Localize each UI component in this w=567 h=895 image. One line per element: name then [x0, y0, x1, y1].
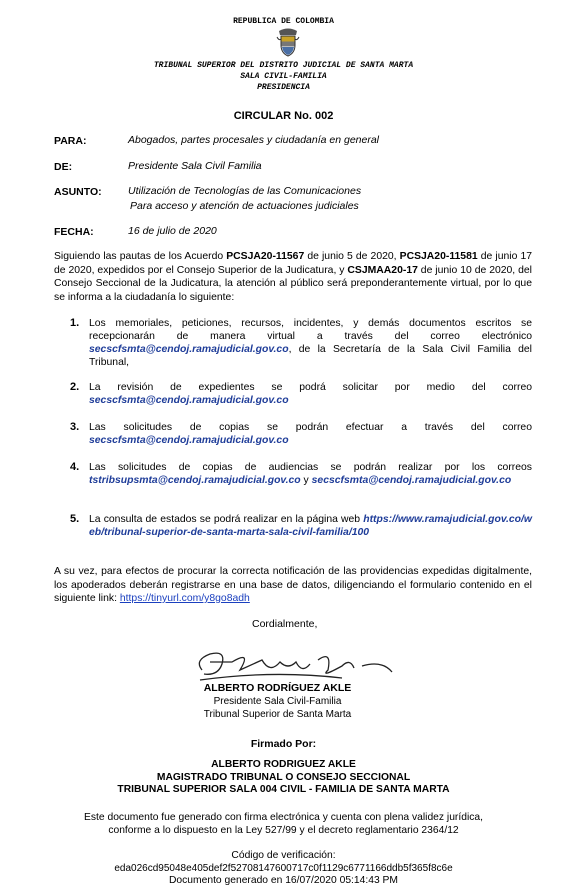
validity-note	[0, 812, 567, 837]
generated-timestamp: Documento generado en 16/07/2020 05:14:43 PM	[169, 875, 398, 886]
fecha-label: FECHA:	[54, 226, 94, 238]
intro-paragraph	[54, 250, 532, 304]
item-text	[89, 461, 532, 487]
asunto-label: ASUNTO:	[54, 186, 102, 198]
closing-text: A su vez, para efectos de procurar la correcta notificación de las providencias expedidas digitalmente, los apoderados deberán registrarse en una base de datos, diligenciando el formulario contenido en el siguiente link:	[54, 566, 532, 604]
firmado-block	[0, 759, 567, 797]
para-label: PARA:	[54, 135, 87, 147]
item-text-a: La consulta de estados se podrá realizar en la página web	[89, 514, 364, 525]
item-text	[89, 421, 532, 447]
validity-line-1: Este documento fue generado con firma electrónica y cuenta con plena validez jurídica,	[84, 812, 483, 823]
header-block	[0, 60, 567, 93]
email-link[interactable]: secscfsmta@cendoj.ramajudicial.gov.co	[89, 395, 289, 406]
firmado-label: Firmado Por:	[250, 738, 317, 750]
firmado-line-2: TRIBUNAL SUPERIOR SALA 004 CIVIL - FAMILIA DE SANTA MARTA	[117, 784, 450, 795]
email-link[interactable]: secscfsmta@cendoj.ramajudicial.gov.co	[89, 344, 289, 355]
asunto-value	[128, 184, 361, 214]
signer-court: Tribunal Superior de Santa Marta	[203, 709, 352, 720]
asunto-line-2: Para acceso y atención de actuaciones judiciales	[130, 200, 359, 212]
item-number: 3.	[70, 421, 80, 433]
fecha-value: 16 de julio de 2020	[128, 225, 217, 237]
de-value: Presidente Sala Civil Familia	[128, 160, 262, 172]
verification-block	[0, 850, 567, 888]
asunto-line-1: Utilización de Tecnologías de las Comunicaciones	[128, 185, 362, 197]
item-text-a: La revisión de expedientes se podrá solicitar por medio del correo	[89, 382, 532, 393]
email-link[interactable]: secscfsmta@cendoj.ramajudicial.gov.co	[89, 435, 289, 446]
signer-name: ALBERTO RODRÍGUEZ AKLE	[203, 682, 352, 694]
closing-paragraph	[54, 565, 532, 606]
validity-line-2: conforme a lo dispuesto en la Ley 527/99 y el decreto reglamentario 2364/12	[108, 824, 459, 836]
cordialmente: Cordialmente,	[252, 618, 318, 630]
intro-text-4: de junio 10 de 2020, del Consejo Seccional de la Judicatura, la atención al público será preponderantemente virtual, por lo que se informa a la ciudadanía lo siguiente:	[54, 264, 532, 303]
item-text-a: Las solicitudes de copias de audiencias se podrán realizar por los correos	[89, 462, 532, 473]
intro-text-2: de junio 5 de 2020,	[304, 251, 400, 262]
circular-title: CIRCULAR No. 002	[233, 110, 334, 122]
firmado-name: ALBERTO RODRIGUEZ AKLE	[211, 759, 356, 770]
item-number: 1.	[70, 317, 80, 329]
header-republic: REPUBLICA DE COLOMBIA	[233, 17, 334, 26]
verification-code: eda026cd95048e405def2f52708147600717c0f1129c6771166ddb5f365f8c6e	[114, 862, 453, 874]
header-sala: SALA CIVIL-FAMILIA	[240, 72, 327, 81]
item-text-a: Las solicitudes de copias se podrán efectuar a través del correo	[89, 422, 532, 433]
item-number: 2.	[70, 381, 80, 393]
acuerdo-3: CSJMAA20-17	[347, 264, 418, 276]
intro-text-3: de junio 17 de 2020, expedidos por el Consejo Superior de la Judicatura, y	[54, 251, 533, 276]
email-link[interactable]: tstribsupsmta@cendoj.ramajudicial.gov.co	[89, 475, 301, 486]
coat-of-arms-icon	[276, 27, 300, 57]
item-text	[89, 513, 532, 539]
item-connector: y	[300, 475, 312, 486]
intro-text-1: Siguiendo las pautas de los Acuerdo	[54, 251, 227, 262]
de-label: DE:	[54, 161, 73, 173]
item-number: 5.	[70, 513, 80, 525]
verification-label: Código de verificación:	[231, 850, 336, 861]
acuerdo-2: PCSJA20-11581	[399, 251, 478, 262]
signer-role: Presidente Sala Civil-Familia	[213, 696, 342, 707]
item-text	[89, 381, 532, 407]
header-presidencia: PRESIDENCIA	[257, 83, 310, 92]
item-text-b: , de la Secretaría de la Sala Civil Familia del Tribunal,	[89, 344, 532, 368]
firmado-line-1: MAGISTRADO TRIBUNAL O CONSEJO SECCIONAL	[156, 771, 411, 783]
header-tribunal: TRIBUNAL SUPERIOR DEL DISTRITO JUDICIAL DE SANTA MARTA	[153, 61, 414, 70]
item-text	[89, 317, 532, 369]
item-text-a: Los memoriales, peticiones, recursos, incidentes, y demás documentos escritos se recepcionarán de manera virtual a través del correo electrónico	[89, 318, 532, 342]
web-link[interactable]: https://www.ramajudicial.gov.co/web/tribunal-superior-de-santa-marta-sala-civil-familia/100	[89, 514, 532, 538]
para-value: Abogados, partes procesales y ciudadanía en general	[128, 134, 380, 146]
email-link-2[interactable]: secscfsmta@cendoj.ramajudicial.gov.co	[311, 475, 512, 486]
form-link[interactable]: https://tinyurl.com/y8go8adh	[119, 593, 250, 604]
item-number: 4.	[70, 461, 80, 473]
acuerdo-1: PCSJA20-11567	[226, 251, 305, 262]
